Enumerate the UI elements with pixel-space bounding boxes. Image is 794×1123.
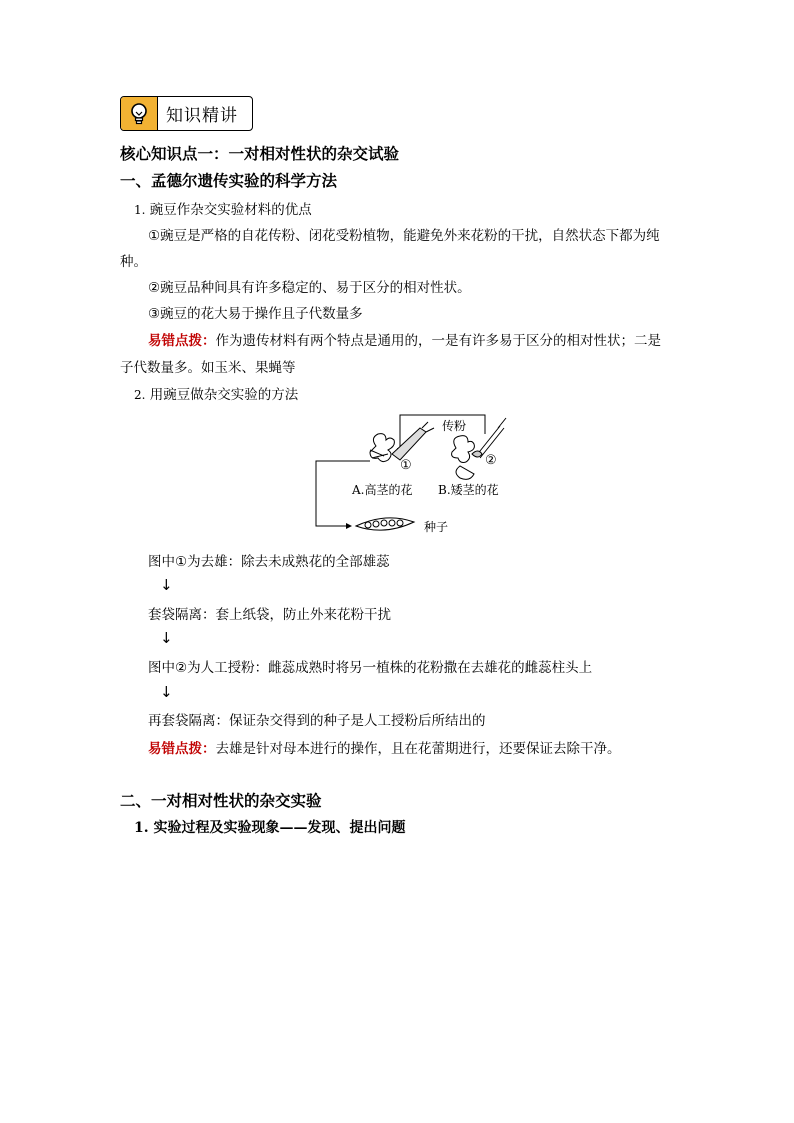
label-short-flower: B.矮茎的花 [438, 483, 499, 497]
label-seed: 种子 [424, 520, 449, 534]
tip-label: 易错点拨： [148, 333, 216, 349]
pea-crossing-figure [310, 408, 520, 536]
tip-text-line1: 作为遗传材料有两个特点是通用的，一是有许多易于区分的相对性状；二是 [215, 333, 661, 349]
step-arrow-1: ↓ [160, 576, 173, 594]
item2-tip [148, 737, 621, 757]
flower-a-drawing [370, 422, 434, 462]
item1-heading [134, 198, 312, 218]
item1-point2: ②豌豆品种间具有许多稳定的、易于区分的相对性状。 [148, 280, 471, 296]
item1-point1-line2: 种。 [120, 254, 147, 270]
item2-number: 2. [134, 388, 146, 402]
tip-label-2: 易错点拨： [148, 741, 216, 757]
step2-bagging: 套袋隔离：套上纸袋，防止外来花粉干扰 [148, 607, 391, 623]
section2-title: 二、一对相对性状的杂交实验 [120, 791, 322, 810]
lightbulb-icon [121, 97, 158, 130]
item1-number: 1. [134, 203, 146, 217]
label-tall-flower: A.高茎的花 [352, 483, 413, 497]
step3-pollination: 图中②为人工授粉：雌蕊成熟时将另一植株的花粉撒在去雄花的雌蕊柱头上 [148, 660, 593, 676]
step-arrow-3: ↓ [160, 683, 173, 701]
item1-title: 豌豆作杂交实验材料的优点 [149, 202, 312, 218]
item2-title: 用豌豆做杂交实验的方法 [149, 387, 299, 403]
item2-heading [134, 383, 298, 403]
tip-text-2: 去雄是针对母本进行的操作，且在花蕾期进行，还要保证去除干净。 [215, 741, 621, 757]
section2-item1: 1. 实验过程及实验现象——发现、提出问题 [134, 820, 406, 836]
item1-tip [148, 329, 661, 349]
label-pollinate: 传粉 [442, 419, 467, 433]
item1-point1-line1: ①豌豆是严格的自花传粉、闭花受粉植物，能避免外来花粉的干扰，自然状态下都为纯 [148, 228, 660, 244]
section-header-badge [120, 96, 253, 131]
pea-pod-drawing [356, 518, 414, 530]
label-step1: ① [400, 458, 412, 473]
step-arrow-2: ↓ [160, 629, 173, 647]
step4-rebagging: 再套袋隔离：保证杂交得到的种子是人工授粉后所结出的 [148, 713, 486, 729]
header-title: 知识精讲 [166, 106, 238, 126]
arrow-to-seed-head [346, 523, 352, 529]
section1-title: 一、孟德尔遗传实验的科学方法 [120, 171, 338, 190]
item1-point3: ③豌豆的花大易于操作且子代数量多 [148, 306, 363, 322]
core-knowledge-title: 核心知识点一：一对相对性状的杂交试验 [120, 144, 400, 163]
item1-tip-line2: 子代数量多。如玉米、果蝇等 [120, 360, 296, 376]
step1-emasculation: 图中①为去雄：除去未成熟花的全部雄蕊 [148, 554, 390, 570]
label-step2: ② [485, 453, 497, 468]
